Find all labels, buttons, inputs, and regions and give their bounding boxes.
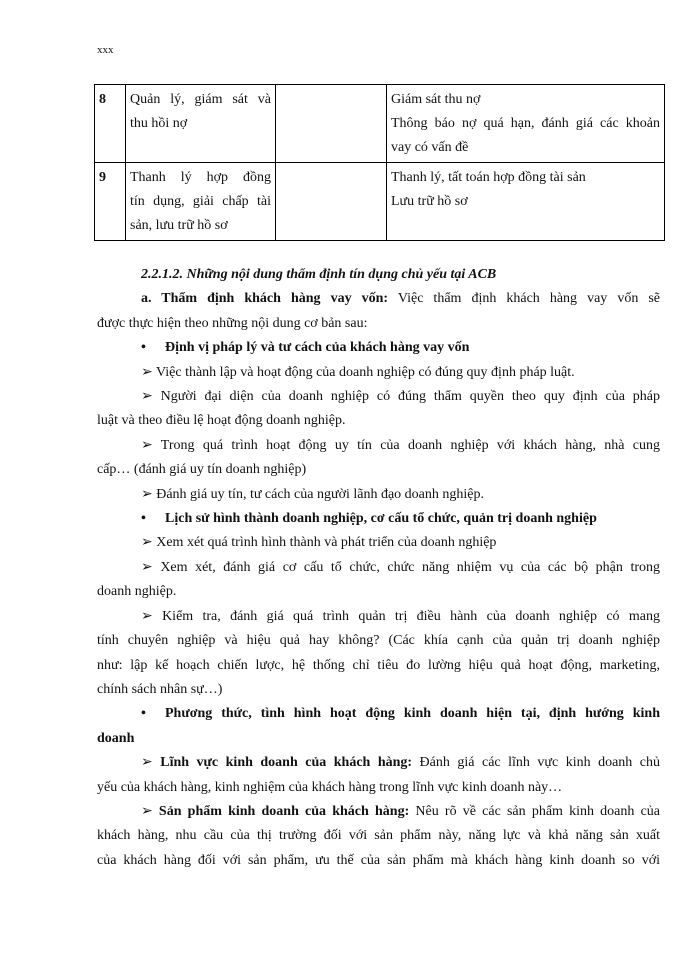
list-item (97, 385, 660, 409)
bullet-icon: • (141, 340, 146, 356)
cell-line: vay có vấn đề (391, 140, 469, 155)
paragraph-a-text: Việc thẩm định khách hàng vay vốn sẽ (388, 291, 661, 307)
list-item-text: Xem xét quá trình hình thành và phát triển của doanh nghiệp (156, 535, 497, 551)
list-item-continuation: của khách hàng đối với sản phẩm, ưu thế của sản phẩm mà khách hàng kinh doanh so với (97, 852, 660, 868)
bullet-heading (97, 507, 660, 531)
cell-line: Lưu trữ hồ sơ (391, 194, 468, 209)
paragraph-a-line: được thực hiện theo những nội dung cơ bản sau: (97, 315, 368, 331)
arrow-icon: ➢ (141, 608, 153, 624)
list-item-text: Việc thành lập và hoạt động của doanh nghiệp có đúng quy định pháp luật. (155, 364, 575, 380)
process-table (94, 84, 665, 241)
bullet-heading (97, 702, 660, 726)
arrow-icon: ➢ (141, 755, 153, 771)
arrow-icon: ➢ (141, 535, 153, 551)
list-item (97, 751, 660, 775)
step-name-cell (126, 85, 276, 163)
arrow-icon: ➢ (141, 364, 153, 380)
paragraph-a-label: a. Thẩm định khách hàng vay vốn: (141, 291, 389, 307)
bullet-heading-text: Định vị pháp lý và tư cách của khách hàng vay vốn (165, 340, 470, 356)
list-item-text: Trong quá trình hoạt động uy tín của doanh nghiệp với khách hàng, nhà cung (160, 437, 660, 453)
list-item-continuation: luật và theo điều lệ hoạt động doanh nghiệp. (97, 413, 346, 429)
step-name-cell (126, 163, 276, 241)
list-item (97, 361, 660, 385)
page-header: xxx (97, 44, 114, 56)
list-item (97, 483, 660, 507)
list-item-text: Nêu rõ về các sản phẩm kinh doanh của (409, 803, 660, 819)
list-item-text: Người đại diện của doanh nghiệp có đúng thẩm quyền theo quy định của pháp (160, 389, 661, 405)
arrow-icon: ➢ (141, 803, 153, 819)
list-item-continuation: chính sách nhân sự…) (97, 681, 223, 697)
cell-line: thu hồi nợ (130, 116, 188, 131)
paragraph-a-line (97, 287, 660, 311)
table-row (95, 85, 665, 163)
arrow-icon: ➢ (141, 437, 153, 453)
list-item-continuation: khách hàng, nhu cầu của thị trường đối với sản phẩm này, năng lực và khả năng sản xuất (97, 828, 660, 844)
cell-line: Quản lý, giám sát và (130, 92, 271, 107)
list-item (97, 434, 660, 458)
list-item (97, 800, 660, 824)
arrow-icon: ➢ (141, 559, 153, 575)
table-row (95, 163, 665, 241)
cell-line: Giám sát thu nợ (391, 92, 481, 107)
bullet-icon: • (141, 706, 146, 722)
cell-line: Thanh lý hợp đồng (130, 170, 271, 185)
row-number: 9 (95, 163, 126, 241)
list-item-label: Sản phẩm kinh doanh của khách hàng: (158, 803, 410, 819)
list-item (97, 556, 660, 580)
list-item-text: Xem xét, đánh giá cơ cấu tổ chức, chức năng nhiệm vụ của các bộ phận trong (160, 559, 660, 575)
list-item-text: Đánh giá các lĩnh vực kinh doanh chủ (412, 755, 661, 771)
list-item-text: Kiểm tra, đánh giá quá trình quản trị điều hành của doanh nghiệp có mang (162, 608, 660, 624)
list-item-continuation: yếu của khách hàng, kinh nghiệm của khách hàng trong lĩnh vực kinh doanh này… (97, 779, 563, 795)
arrow-icon: ➢ (141, 389, 153, 405)
list-item-label: Lĩnh vực kinh doanh của khách hàng: (160, 755, 413, 771)
bullet-icon: • (141, 511, 146, 527)
document-body (97, 263, 660, 873)
bullet-heading (97, 336, 660, 360)
list-item-continuation: tính chuyên nghiệp và hiệu quả hay không? (Các khía cạnh của quản trị doanh nghiệp (97, 633, 660, 649)
empty-cell (276, 85, 387, 163)
list-item-text: Đánh giá uy tín, tư cách của người lãnh đạo doanh nghiệp. (156, 486, 485, 502)
step-detail-cell (387, 163, 665, 241)
row-number: 8 (95, 85, 126, 163)
cell-line: sản, lưu trữ hồ sơ (130, 218, 228, 233)
cell-line: Thông báo nợ quá hạn, đánh giá các khoản (391, 116, 660, 131)
list-item-continuation: như: lập kế hoạch chiến lược, hệ thống chỉ tiêu đo lường hiệu quả hoạt động, marketing, (97, 657, 660, 673)
section-heading: 2.2.1.2. Những nội dung thẩm định tín dụng chủ yếu tại ACB (141, 267, 497, 282)
cell-line: tín dụng, giải chấp tài (130, 194, 271, 209)
bullet-heading-text: Lịch sử hình thành doanh nghiệp, cơ cấu tổ chức, quản trị doanh nghiệp (165, 511, 597, 527)
bullet-heading-continuation: doanh (97, 730, 135, 746)
list-item (97, 605, 660, 629)
empty-cell (276, 163, 387, 241)
list-item-continuation: cấp… (đánh giá uy tín doanh nghiệp) (97, 462, 307, 478)
cell-line: Thanh lý, tất toán hợp đồng tài sản (391, 170, 586, 185)
arrow-icon: ➢ (141, 486, 153, 502)
step-detail-cell (387, 85, 665, 163)
list-item (97, 531, 660, 555)
bullet-heading-text: Phương thức, tình hình hoạt động kinh doanh hiện tại, định hướng kinh (165, 706, 660, 722)
list-item-continuation: doanh nghiệp. (97, 584, 177, 600)
